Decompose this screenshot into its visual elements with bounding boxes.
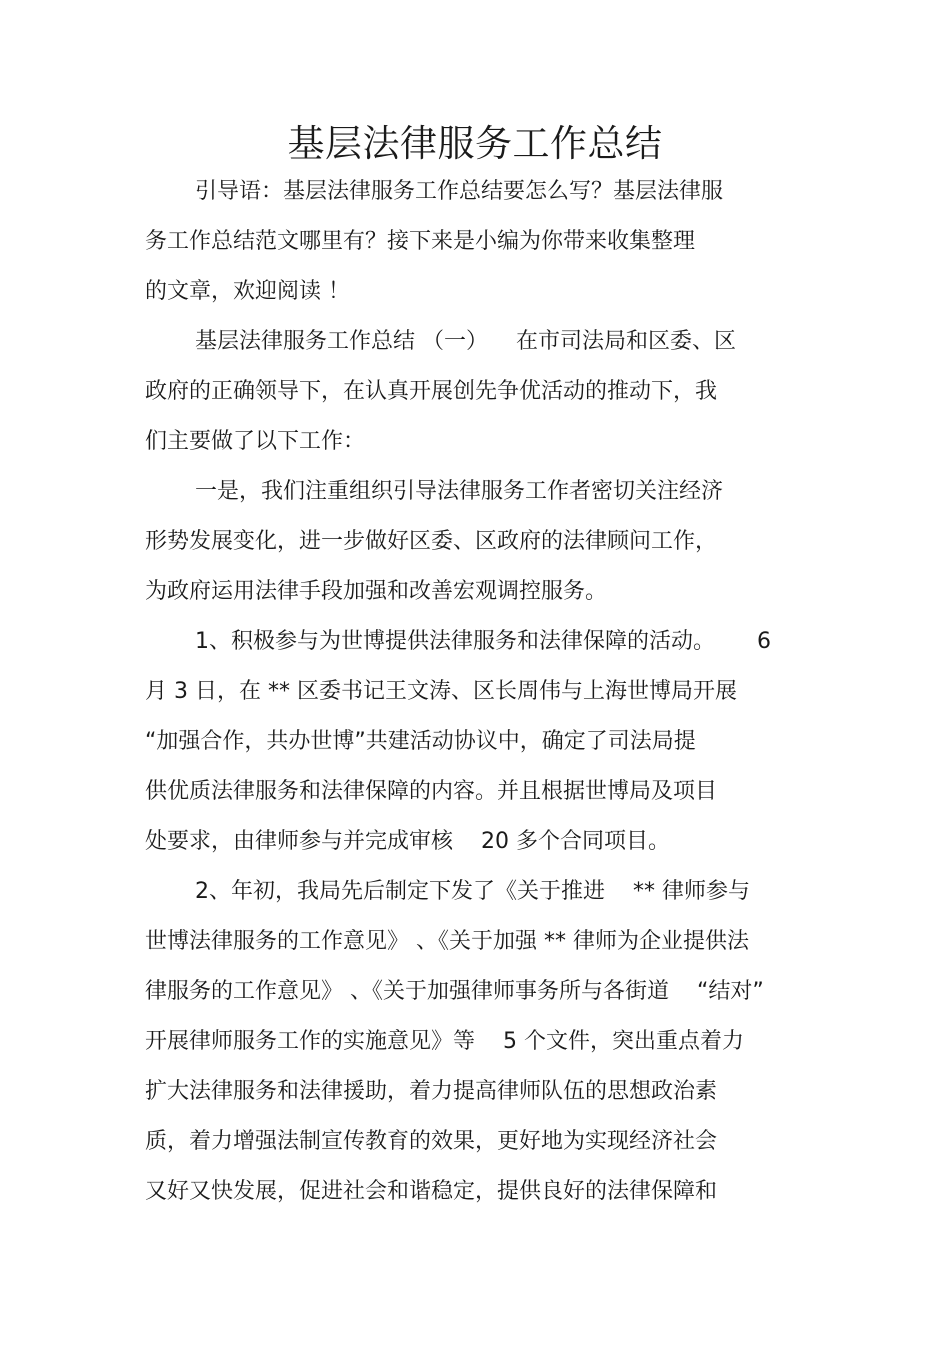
paragraph-line: 又好又快发展，促进社会和谐稳定，提供良好的法律保障和 <box>145 1179 718 1204</box>
paragraph-line: 形势发展变化，进一步做好区委、区政府的法律顾问工作， <box>145 529 718 554</box>
paragraph-line: 一是，我们注重组织引导法律服务工作者密切关注经济 <box>195 479 724 504</box>
paragraph-line: 基层法律服务工作总结 （一） 在市司法局和区委、区 <box>195 329 736 354</box>
document-title: 基层法律服务工作总结 <box>287 122 663 165</box>
paragraph-line: 开展律师服务工作的实施意见》等 5 个文件，突出重点着力 <box>145 1029 744 1054</box>
paragraph-line: 世博法律服务的工作意见》 、《关于加强 ** 律师为企业提供法 <box>145 929 749 954</box>
paragraph-line: 1、积极参与为世博提供法律服务和法律保障的活动。 6 <box>195 629 771 654</box>
paragraph-line: 处要求，由律师参与并完成审核 20 多个合同项目。 <box>145 829 670 854</box>
paragraph-line: 月 3 日，在 ** 区委书记王文涛、区长周伟与上海世博局开展 <box>145 679 737 704</box>
intro-line: 引导语：基层法律服务工作总结要怎么写？基层法律服 <box>195 179 724 204</box>
intro-line: 的文章，欢迎阅读 ！ <box>145 279 350 304</box>
paragraph-line: 质，着力增强法制宣传教育的效果，更好地为实现经济社会 <box>145 1129 718 1154</box>
paragraph-line: “加强合作，共办世博”共建活动协议中，确定了司法局提 <box>145 729 696 754</box>
intro-line: 务工作总结范文哪里有？接下来是小编为你带来收集整理 <box>145 229 696 254</box>
paragraph-line: 扩大法律服务和法律援助，着力提高律师队伍的思想政治素 <box>145 1079 718 1104</box>
paragraph-line: 们主要做了以下工作： <box>145 429 366 454</box>
paragraph-line: 供优质法律服务和法律保障的内容。并且根据世博局及项目 <box>145 779 718 804</box>
paragraph-line: 2、年初，我局先后制定下发了《关于推进 ** 律师参与 <box>195 879 750 904</box>
paragraph-line: 为政府运用法律手段加强和改善宏观调控服务。 <box>145 579 608 604</box>
paragraph-line: 政府的正确领导下，在认真开展创先争优活动的推动下，我 <box>145 379 718 404</box>
paragraph-line: 律服务的工作意见》 、《关于加强律师事务所与各街道 “结对” <box>145 979 764 1004</box>
